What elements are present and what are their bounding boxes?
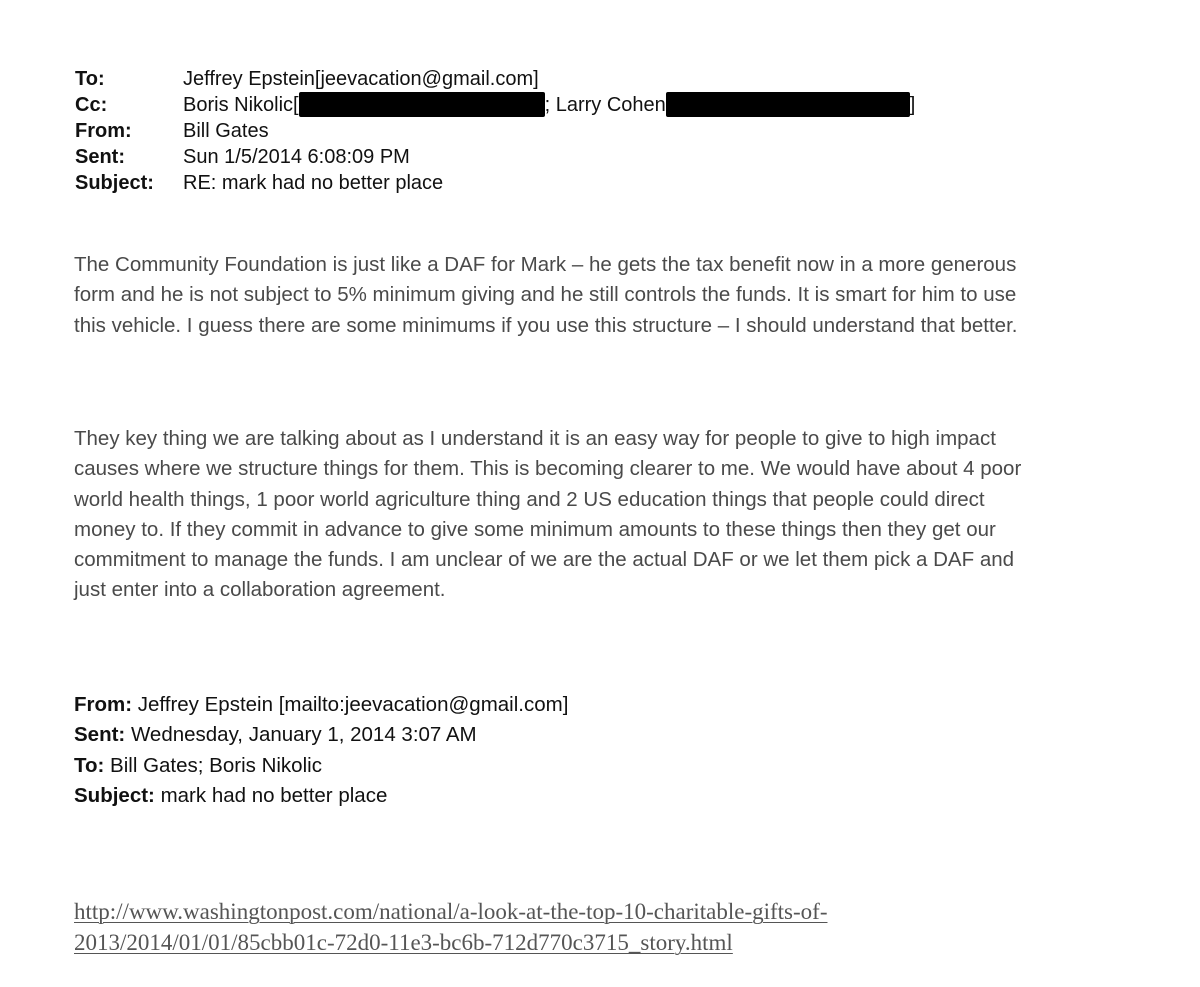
- fwd-sent-row: [74, 720, 568, 750]
- to-label: To:: [75, 68, 105, 90]
- paragraph-line: They key thing we are talking about as I understand it is an easy way for people to give to high impact: [74, 427, 996, 450]
- cc-value: [183, 92, 915, 118]
- paragraph-line: The Community Foundation is just like a DAF for Mark – he gets the tax benefit now in a more generous: [74, 253, 1017, 276]
- fwd-from-row: [74, 690, 568, 720]
- email-header: [75, 66, 915, 196]
- redaction-box: [666, 92, 910, 117]
- article-link[interactable]: [74, 896, 827, 958]
- paragraph-line: money to. If they commit in advance to give some minimum amounts to these things then they get our: [74, 517, 996, 541]
- fwd-to-row: [74, 751, 568, 781]
- sent-label: Sent:: [75, 146, 125, 168]
- cc-text-boris: Boris Nikolic[: [183, 94, 299, 116]
- redaction-box: [299, 92, 545, 117]
- paragraph-line: just enter into a collaboration agreement.: [74, 578, 446, 602]
- header-to-row: [75, 66, 915, 92]
- header-from-row: [75, 118, 915, 144]
- cc-text-larry: ; Larry Cohen: [544, 94, 666, 116]
- fwd-sent-label: Sent:: [74, 723, 126, 747]
- fwd-sent-value: Wednesday, January 1, 2014 3:07 AM: [125, 723, 477, 747]
- sent-value: Sun 1/5/2014 6:08:09 PM: [183, 146, 410, 168]
- paragraph-line: commitment to manage the funds. I am unclear of we are the actual DAF or we let them pick a DAF and: [74, 548, 1015, 572]
- cc-text-close: ]: [909, 94, 916, 116]
- fwd-subject-value: mark had no better place: [154, 783, 388, 807]
- fwd-to-value: Bill Gates; Boris Nikolic: [104, 753, 322, 777]
- body-paragraph-1: [74, 250, 1144, 341]
- subject-label: Subject:: [75, 172, 154, 194]
- paragraph-line: this vehicle. I guess there are some minimums if you use this structure – I should understand that better.: [74, 313, 1018, 337]
- to-value: Jeffrey Epstein[jeevacation@gmail.com]: [183, 68, 539, 90]
- forwarded-header: [74, 690, 568, 811]
- paragraph-line: form and he is not subject to 5% minimum giving and he still controls the funds. It is smart for him to use: [74, 283, 1017, 307]
- article-link-line-2[interactable]: 2013/2014/01/01/85cbb01c-72d0-11e3-bc6b-712d770c3715_story.html: [74, 930, 733, 955]
- cc-label: Cc:: [75, 94, 108, 116]
- header-sent-row: [75, 144, 915, 170]
- paragraph-line: world health things, 1 poor world agriculture thing and 2 US education things that people could direct: [74, 487, 985, 511]
- fwd-from-label: From:: [74, 693, 133, 716]
- paragraph-line: causes where we structure things for them. This is becoming clearer to me. We would have about 4 poor: [74, 457, 1022, 481]
- article-link-line-1[interactable]: http://www.washingtonpost.com/national/a-look-at-the-top-10-charitable-gifts-of-: [74, 899, 828, 924]
- from-label: From:: [75, 120, 132, 142]
- body-paragraph-2: [74, 424, 1144, 606]
- header-subject-row: [75, 170, 915, 196]
- header-cc-row: [75, 92, 915, 118]
- fwd-subject-row: [74, 781, 568, 811]
- fwd-subject-label: Subject:: [74, 783, 155, 807]
- fwd-from-value: Jeffrey Epstein [mailto:jeevacation@gmail.com]: [132, 693, 569, 716]
- from-value: Bill Gates: [183, 120, 269, 142]
- fwd-to-label: To:: [74, 753, 105, 777]
- subject-value: RE: mark had no better place: [183, 172, 444, 194]
